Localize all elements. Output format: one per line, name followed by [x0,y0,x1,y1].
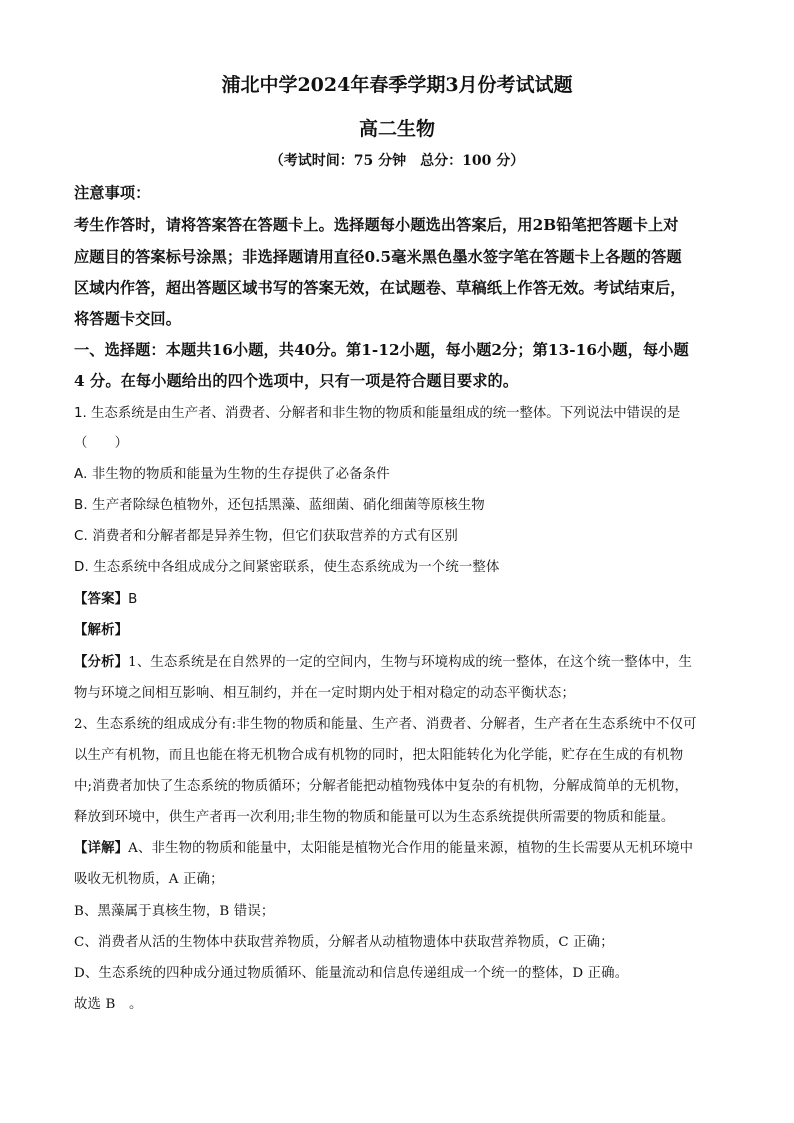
answer-line [74,588,724,607]
fenxi-line: 物与环境之间相互影响、相互制约，并在一定时期内处于相对稳定的动态平衡状态； [74,686,576,701]
notice-line: 应题目的答案标号涂黑；非选择题请用直径0.5毫米黑色墨水签字笔在答题卡上各题的答题 [74,248,682,266]
detail-tag: 【详解】 [74,840,129,856]
section-heading-line: 一、选择题：本题共16小题，共40分。第1-12小题，每小题2分；第13-16小题，每小题 [74,341,689,359]
section-heading-line: 4 分。在每小题给出的四个选项中，只有一项是符合题目要求的。 [74,372,519,390]
detail-line: 吸收无机物质，A 正确； [74,872,224,887]
detail-line: C、消费者从活的生物体中获取营养物质，分解者从动植物遗体中获取营养物质，C 正确； [74,935,614,950]
analysis-heading: 【解析】 [74,623,129,638]
detail-text: A、非生物的物质和能量中，太阳能是植物光合作用的能量来源，植物的生长需要从无机环境中 [128,841,694,856]
notice-line: 区域内作答，超出答题区域书写的答案无效，在试题卷、草稿纸上作答无效。考试结束后， [74,279,686,297]
exam-info: （考试时间：75 分钟 总分：100 分） [269,153,525,169]
fenxi-tag: 【分析】 [74,654,129,670]
question-stem-paren: （ ） [74,436,129,451]
fenxi-line: 中;消费者加快了生态系统的物质循环；分解者能把动植物残体中复杂的有机物，分解成简单的无机物， [74,779,688,794]
fenxi-line: 释放到环境中，供生产者再一次利用;非生物的物质和能量可以为生态系统提供所需要的物质和能量。 [74,810,675,825]
option-b: B. 生产者除绿色植物外，还包括黑藻、蓝细菌、硝化细菌等原核生物 [74,498,485,513]
detail-conclusion: 故选 B 。 [74,997,143,1012]
answer-value: B [128,592,138,607]
fenxi-line: 以生产有机物，而且也能在将无机物合成有机物的同时，把太阳能转化为化学能，贮存在生成的有机物 [74,748,684,763]
detail-line: D、生态系统的四种成分通过物质循环、能量流动和信息传递组成一个统一的整体，D 正确。 [74,966,629,981]
question-stem: 1. 生态系统是由生产者、消费者、分解者和非生物的物质和能量组成的统一整体。下列说法中错误的是 [74,406,681,421]
detail-line [74,837,724,856]
answer-tag: 【答案】 [74,592,129,607]
notice-heading: 注意事项： [74,184,151,202]
option-c: C. 消费者和分解者都是异养生物，但它们获取营养的方式有区别 [74,529,458,544]
option-a: A. 非生物的物质和能量为生物的生存提供了必备条件 [74,467,390,482]
subject-title: 高二生物 [358,118,435,140]
notice-line: 考生作答时，请将答案答在答题卡上。选择题每小题选出答案后，用2B铅笔把答题卡上对 [74,216,679,234]
option-d: D. 生态系统中各组成成分之间紧密联系，使生态系统成为一个统一整体 [74,560,500,575]
fenxi-line [74,651,724,670]
fenxi-line: 2、生态系统的组成成分有:非生物的物质和能量、生产者、消费者、分解者，生产者在生态系统中不仅可 [74,717,697,732]
notice-line: 将答题卡交回。 [74,310,182,328]
exam-title: 浦北中学2024年春季学期3月份考试试题 [221,74,573,96]
fenxi-text: 1、生态系统是在自然界的一定的空间内，生物与环境构成的统一整体，在这个统一整体中，生 [128,655,693,670]
detail-line: B、黑藻属于真核生物，B 错误； [74,904,275,919]
